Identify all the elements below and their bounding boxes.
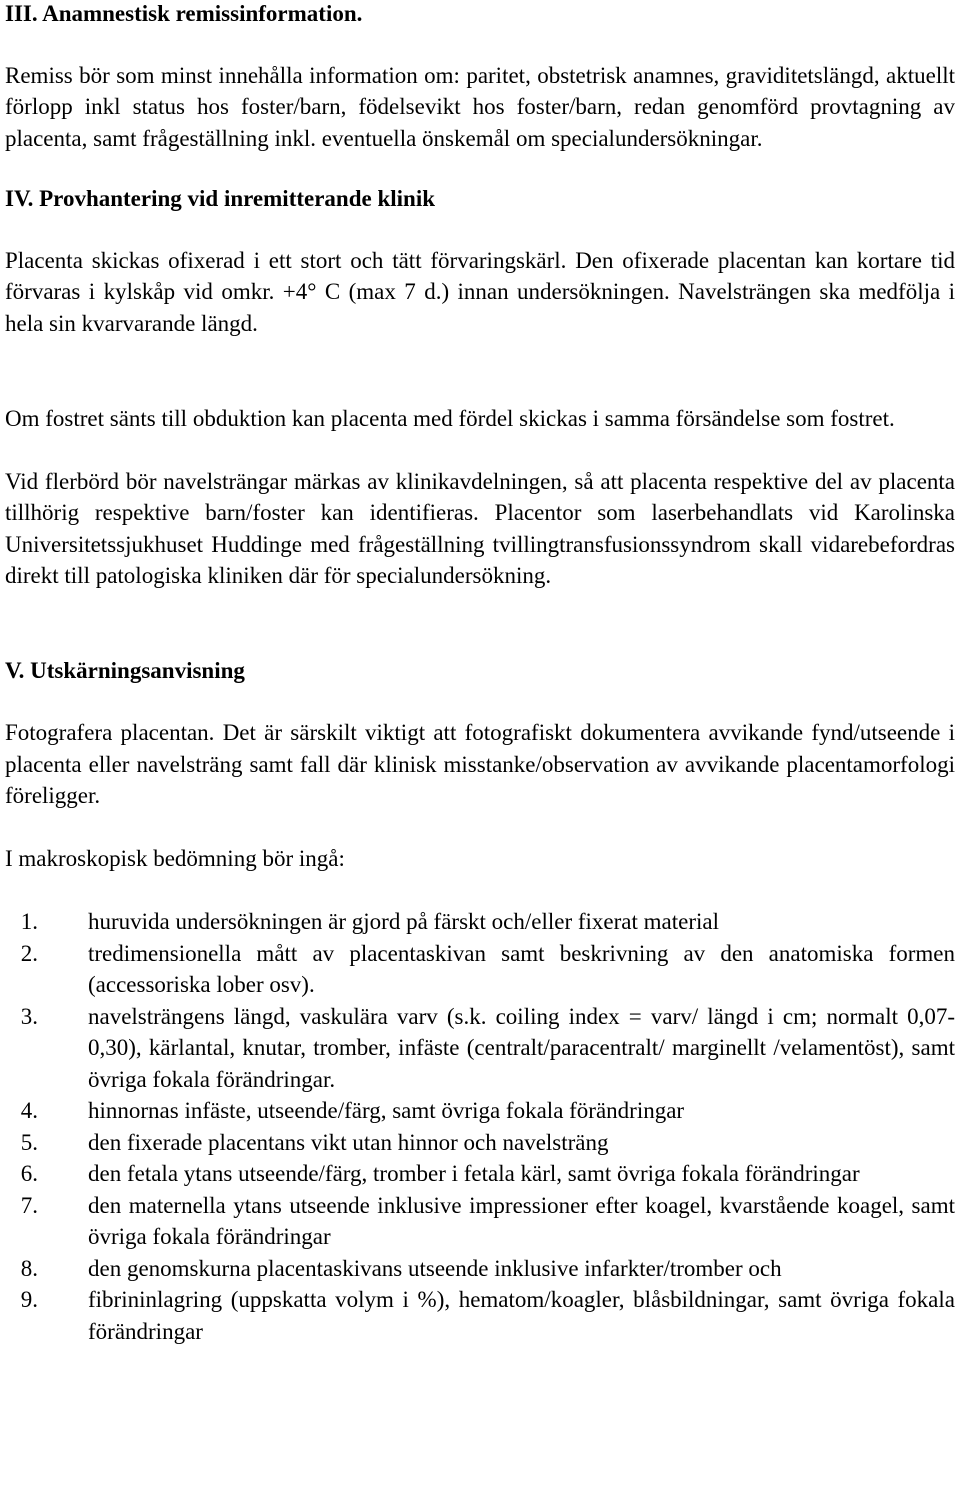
list-item-text: den maternella ytans utseende inklusive impressioner efter koagel, kvarstående koagel, samt övriga fokala förändringar (88, 1192, 955, 1249)
section-4-paragraph-3: Vid flerbörd bör navelsträngar märkas av klinikavdelningen, så att placenta respektive del av placenta tillhörig respektive barn/foster kan identifieras. Placentor som laserbehandlats vid Karolinska Universitetssjukhuset Huddinge med frågeställning tvillingtransfusionssyndrom skall vidarebefordras direkt till patologiska kliniken där för specialundersökning. (5, 468, 955, 588)
list-item (5, 1190, 955, 1253)
assessment-list (5, 906, 955, 1347)
list-item-number: 3. (20, 1003, 38, 1029)
list-item (5, 1284, 955, 1347)
list-item (5, 906, 955, 938)
section-5-heading: V. Utskärningsanvisning (5, 657, 245, 683)
list-item-text: huruvida undersökningen är gjord på färskt och/eller fixerat material (88, 909, 719, 934)
list-item-number: 4. (20, 1098, 38, 1123)
section-3-paragraph: Remiss bör som minst innehålla information om: paritet, obstetrisk anamnes, graviditetslängd, aktuellt förlopp inkl status hos foster/barn, födelsevikt hos foster/barn, redan genomförd provtagning av placenta, samt frågeställning inkl. eventuella önskemål om specialundersökningar. (5, 62, 955, 151)
list-item-text: fibrininlagring (uppskatta volym i %), hematom/koagler, blåsbildningar, samt övriga fokala förändringar (88, 1287, 955, 1344)
list-item-number: 5. (20, 1129, 38, 1155)
section-5-paragraph-2: I makroskopisk bedömning bör ingå: (5, 845, 345, 871)
list-item-text: den fixerade placentans vikt utan hinnor och navelsträng (88, 1129, 609, 1155)
list-item-text: navelsträngens längd, vaskulära varv (s.k. coiling index = varv/ längd i cm; normalt 0,07-0,30), kärlantal, knutar, tromber, infäste (centralt/paracentralt/ marginellt /velamentöst), samt övriga fokala förändringar. (88, 1003, 955, 1092)
section-4-heading: IV. Provhantering vid inremitterande klinik (5, 186, 436, 211)
list-item (5, 1095, 955, 1127)
list-item-number: 6. (20, 1161, 38, 1186)
section-5-paragraph-1: Fotografera placentan. Det är särskilt viktigt att fotografiskt dokumentera avvikande fynd/utseende i placenta eller navelsträng samt fall där klinisk misstanke/observation av avvikande placentamorfologi föreligger. (5, 720, 955, 808)
list-item (5, 938, 955, 1001)
document-page (5, 0, 955, 1347)
list-item-number: 8. (20, 1255, 38, 1281)
list-item-text: den fetala ytans utseende/färg, tromber i fetala kärl, samt övriga fokala förändringar (88, 1161, 860, 1186)
list-item-text: hinnornas infäste, utseende/färg, samt övriga fokala förändringar (88, 1098, 685, 1123)
list-item (5, 1253, 955, 1285)
list-item-number: 1. (20, 909, 38, 934)
list-item-text: tredimensionella mått av placentaskivan samt beskrivning av den anatomiska formen (accessoriska lober osv). (88, 940, 955, 997)
section-3-heading: III. Anamnestisk remissinformation. (5, 1, 363, 26)
list-item (5, 1127, 955, 1159)
section-4-paragraph-1: Placenta skickas ofixerad i ett stort och tätt förvaringskärl. Den ofixerade placentan kan kortare tid förvaras i kylskåp vid omkr. +4° C (max 7 d.) innan undersökningen. Navelsträngen ska medfölja i hela sin kvarvarande längd. (5, 247, 955, 336)
list-item-number: 9. (20, 1287, 38, 1312)
list-item (5, 1001, 955, 1096)
list-item-number: 7. (20, 1192, 38, 1218)
list-item-text: den genomskurna placentaskivans utseende inklusive infarkter/tromber och (88, 1255, 782, 1281)
section-4-paragraph-2: Om fostret sänts till obduktion kan placenta med fördel skickas i samma försändelse som fostret. (5, 406, 895, 431)
list-item (5, 1158, 955, 1190)
list-item-number: 2. (20, 940, 38, 966)
